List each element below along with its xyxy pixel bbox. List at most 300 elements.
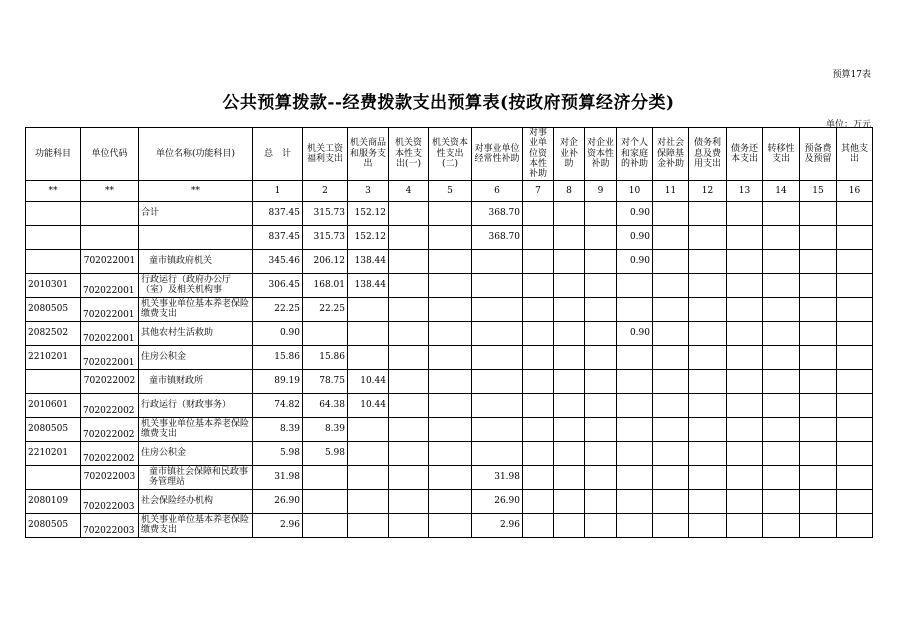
unit-code-cell: 702022002	[81, 417, 139, 441]
amount-cell	[617, 369, 653, 393]
amount-cell	[837, 393, 873, 417]
column-header: 对事业单位资本性补助	[523, 128, 554, 181]
amount-cell	[763, 417, 800, 441]
unit-name-cell	[139, 225, 253, 249]
amount-cell	[689, 225, 727, 249]
function-code-cell: 2210201	[26, 441, 81, 465]
table-row	[26, 249, 873, 273]
amount-cell	[554, 225, 585, 249]
column-index: 5	[429, 180, 472, 201]
column-header: 其他支出	[837, 128, 873, 181]
amount-cell	[472, 345, 523, 369]
column-index: 1	[253, 180, 303, 201]
amount-cell	[429, 273, 472, 297]
amount-cell	[800, 465, 837, 489]
table-body	[26, 201, 873, 537]
amount-cell	[653, 297, 689, 321]
column-header: 债务利息及费用支出	[689, 128, 727, 181]
column-index: 13	[727, 180, 763, 201]
amount-cell	[800, 321, 837, 345]
amount-cell	[837, 297, 873, 321]
table-row	[26, 201, 873, 225]
amount-cell	[689, 249, 727, 273]
amount-cell	[303, 489, 348, 513]
amount-cell: 5.98	[303, 441, 348, 465]
column-header: 机关资本性支出(二)	[429, 128, 472, 181]
column-index: 16	[837, 180, 873, 201]
amount-cell	[653, 345, 689, 369]
amount-cell	[348, 297, 389, 321]
unit-code-cell	[81, 201, 139, 225]
amount-cell	[800, 297, 837, 321]
amount-cell	[429, 249, 472, 273]
amount-cell	[800, 441, 837, 465]
unit-name-cell: 童市镇财政所	[139, 369, 253, 393]
unit-code-cell: 702022001	[81, 273, 139, 297]
column-header: 机关资本性支出(一)	[389, 128, 429, 181]
column-index: 14	[763, 180, 800, 201]
amount-cell	[585, 441, 617, 465]
amount-cell	[585, 249, 617, 273]
amount-cell	[727, 297, 763, 321]
amount-cell: 306.45	[253, 273, 303, 297]
amount-cell	[837, 345, 873, 369]
amount-cell	[617, 297, 653, 321]
amount-cell	[585, 369, 617, 393]
amount-cell	[837, 225, 873, 249]
amount-cell	[617, 513, 653, 537]
column-index: 9	[585, 180, 617, 201]
amount-cell	[763, 321, 800, 345]
amount-cell	[689, 345, 727, 369]
amount-cell	[653, 225, 689, 249]
unit-code-cell: 702022003	[81, 513, 139, 537]
amount-cell	[472, 441, 523, 465]
amount-cell: 78.75	[303, 369, 348, 393]
unit-name-cell: 机关事业单位基本养老保险缴费支出	[139, 297, 253, 321]
amount-cell	[585, 201, 617, 225]
table-row	[26, 513, 873, 537]
amount-cell: 74.82	[253, 393, 303, 417]
amount-cell	[617, 393, 653, 417]
amount-cell	[303, 321, 348, 345]
amount-cell	[348, 465, 389, 489]
column-index: **	[139, 180, 253, 201]
amount-cell	[429, 393, 472, 417]
amount-cell: 5.98	[253, 441, 303, 465]
amount-cell	[653, 393, 689, 417]
amount-cell	[389, 441, 429, 465]
amount-cell	[389, 321, 429, 345]
amount-cell: 837.45	[253, 201, 303, 225]
amount-cell	[617, 465, 653, 489]
unit-name-cell: 童市镇社会保障和民政事务管理站	[139, 465, 253, 489]
amount-cell	[389, 513, 429, 537]
amount-cell	[523, 417, 554, 441]
amount-cell: 10.44	[348, 393, 389, 417]
amount-cell	[389, 273, 429, 297]
amount-cell	[653, 321, 689, 345]
amount-cell	[554, 417, 585, 441]
amount-cell	[472, 417, 523, 441]
amount-cell: 2.96	[253, 513, 303, 537]
unit-code-cell: 702022003	[81, 489, 139, 513]
amount-cell: 31.98	[253, 465, 303, 489]
unit-name-cell: 住房公积金	[139, 441, 253, 465]
amount-cell	[727, 249, 763, 273]
amount-cell	[554, 369, 585, 393]
amount-cell	[303, 465, 348, 489]
unit-name-cell: 童市镇政府机关	[139, 249, 253, 273]
amount-cell	[837, 465, 873, 489]
amount-cell	[523, 513, 554, 537]
amount-cell	[554, 321, 585, 345]
amount-cell	[554, 297, 585, 321]
amount-cell	[763, 249, 800, 273]
amount-cell	[689, 489, 727, 513]
amount-cell	[348, 441, 389, 465]
column-index: 3	[348, 180, 389, 201]
amount-cell	[800, 225, 837, 249]
amount-cell	[800, 201, 837, 225]
column-index: 10	[617, 180, 653, 201]
amount-cell: 368.70	[472, 225, 523, 249]
unit-code-cell: 702022002	[81, 393, 139, 417]
amount-cell	[389, 369, 429, 393]
amount-cell	[429, 369, 472, 393]
function-code-cell: 2010601	[26, 393, 81, 417]
column-header: 单位代码	[81, 128, 139, 181]
amount-cell	[763, 273, 800, 297]
amount-cell	[389, 465, 429, 489]
column-header: 机关工资福利支出	[303, 128, 348, 181]
function-code-cell	[26, 249, 81, 273]
table-row	[26, 489, 873, 513]
amount-cell	[523, 369, 554, 393]
amount-cell: 315.73	[303, 225, 348, 249]
budget-table	[25, 127, 873, 538]
amount-cell	[472, 369, 523, 393]
function-code-cell: 2082502	[26, 321, 81, 345]
amount-cell	[429, 441, 472, 465]
amount-cell	[617, 273, 653, 297]
unit-code-cell: 702022001	[81, 297, 139, 321]
amount-cell	[523, 321, 554, 345]
amount-cell	[763, 297, 800, 321]
amount-cell: 15.86	[253, 345, 303, 369]
column-index: 15	[800, 180, 837, 201]
amount-cell	[689, 273, 727, 297]
amount-cell	[800, 273, 837, 297]
unit-name-cell: 其他农村生活救助	[139, 321, 253, 345]
amount-cell	[763, 513, 800, 537]
amount-cell	[429, 321, 472, 345]
amount-cell	[585, 489, 617, 513]
amount-cell	[837, 417, 873, 441]
amount-cell	[389, 225, 429, 249]
column-index-row	[26, 180, 873, 201]
amount-cell	[727, 393, 763, 417]
function-code-cell	[26, 225, 81, 249]
amount-cell	[429, 465, 472, 489]
table-row	[26, 369, 873, 393]
column-index: 12	[689, 180, 727, 201]
amount-cell	[389, 417, 429, 441]
amount-cell	[585, 225, 617, 249]
amount-cell	[472, 249, 523, 273]
column-header: 单位名称(功能科目)	[139, 128, 253, 181]
amount-cell: 368.70	[472, 201, 523, 225]
column-header: 对事业单位经常性补助	[472, 128, 523, 181]
column-index: 2	[303, 180, 348, 201]
amount-cell	[763, 225, 800, 249]
amount-cell	[653, 489, 689, 513]
column-header: 功能科目	[26, 128, 81, 181]
amount-cell	[472, 321, 523, 345]
function-code-cell: 2210201	[26, 345, 81, 369]
amount-cell	[689, 297, 727, 321]
amount-cell: 89.19	[253, 369, 303, 393]
amount-cell	[429, 417, 472, 441]
table-row	[26, 225, 873, 249]
column-index: 8	[554, 180, 585, 201]
amount-cell	[472, 297, 523, 321]
amount-cell	[523, 489, 554, 513]
amount-cell	[727, 465, 763, 489]
amount-cell: 0.90	[617, 249, 653, 273]
column-header: 预备费及预留	[800, 128, 837, 181]
table-row	[26, 441, 873, 465]
table-row	[26, 465, 873, 489]
function-code-cell	[26, 201, 81, 225]
amount-cell	[800, 249, 837, 273]
function-code-cell: 2080109	[26, 489, 81, 513]
amount-cell	[727, 201, 763, 225]
amount-cell	[727, 369, 763, 393]
amount-cell	[303, 513, 348, 537]
amount-cell	[837, 489, 873, 513]
amount-cell	[523, 465, 554, 489]
amount-cell	[429, 513, 472, 537]
amount-cell	[523, 297, 554, 321]
table-row	[26, 393, 873, 417]
amount-cell	[523, 393, 554, 417]
amount-cell	[585, 393, 617, 417]
unit-code-cell: 702022001	[81, 249, 139, 273]
column-header: 机关商品和服务支出	[348, 128, 389, 181]
amount-cell	[585, 513, 617, 537]
amount-cell	[554, 513, 585, 537]
amount-cell	[800, 369, 837, 393]
function-code-cell	[26, 369, 81, 393]
amount-cell	[554, 441, 585, 465]
unit-code-cell: 702022001	[81, 321, 139, 345]
amount-cell	[523, 249, 554, 273]
amount-cell	[617, 417, 653, 441]
amount-cell	[763, 201, 800, 225]
amount-cell	[348, 345, 389, 369]
amount-cell: 345.46	[253, 249, 303, 273]
form-number: 预算17表	[832, 70, 871, 80]
amount-cell	[585, 273, 617, 297]
amount-cell	[800, 345, 837, 369]
table-row	[26, 345, 873, 369]
amount-cell: 206.12	[303, 249, 348, 273]
column-index: 4	[389, 180, 429, 201]
amount-cell	[429, 489, 472, 513]
amount-cell	[653, 417, 689, 441]
amount-cell	[585, 345, 617, 369]
function-code-cell: 2010301	[26, 273, 81, 297]
function-code-cell: 2080505	[26, 417, 81, 441]
amount-cell	[689, 321, 727, 345]
unit-code-cell: 702022002	[81, 369, 139, 393]
amount-cell	[689, 201, 727, 225]
amount-cell: 837.45	[253, 225, 303, 249]
amount-cell	[689, 417, 727, 441]
amount-cell	[800, 489, 837, 513]
amount-cell	[653, 249, 689, 273]
amount-cell	[727, 345, 763, 369]
amount-cell	[523, 273, 554, 297]
amount-cell	[653, 513, 689, 537]
table-row	[26, 417, 873, 441]
column-index: 11	[653, 180, 689, 201]
amount-cell: 0.90	[617, 321, 653, 345]
amount-cell: 31.98	[472, 465, 523, 489]
unit-name-cell: 机关事业单位基本养老保险缴费支出	[139, 513, 253, 537]
amount-cell	[389, 345, 429, 369]
amount-cell	[689, 465, 727, 489]
amount-cell: 152.12	[348, 201, 389, 225]
column-header: 债务还本支出	[727, 128, 763, 181]
amount-cell	[727, 417, 763, 441]
amount-cell	[689, 513, 727, 537]
amount-cell	[429, 225, 472, 249]
amount-cell	[727, 489, 763, 513]
amount-cell	[523, 225, 554, 249]
amount-cell	[554, 249, 585, 273]
amount-cell	[727, 513, 763, 537]
unit-code-cell: 702022003	[81, 465, 139, 489]
amount-cell: 0.90	[253, 321, 303, 345]
amount-cell	[429, 201, 472, 225]
amount-cell	[348, 513, 389, 537]
amount-cell	[389, 393, 429, 417]
amount-cell	[554, 465, 585, 489]
table-row	[26, 321, 873, 345]
amount-cell	[763, 345, 800, 369]
unit-name-cell: 合计	[139, 201, 253, 225]
unit-code-cell	[81, 225, 139, 249]
amount-cell	[389, 297, 429, 321]
amount-cell	[837, 441, 873, 465]
amount-cell	[763, 441, 800, 465]
amount-cell	[800, 417, 837, 441]
amount-cell: 138.44	[348, 249, 389, 273]
amount-cell: 22.25	[253, 297, 303, 321]
amount-cell	[389, 489, 429, 513]
amount-cell	[763, 369, 800, 393]
amount-cell	[653, 465, 689, 489]
amount-cell	[653, 273, 689, 297]
table-row	[26, 297, 873, 321]
amount-cell: 152.12	[348, 225, 389, 249]
amount-cell	[727, 441, 763, 465]
column-header: 对个人和家庭的补助	[617, 128, 653, 181]
amount-cell	[472, 393, 523, 417]
amount-cell	[429, 345, 472, 369]
amount-cell	[617, 441, 653, 465]
amount-cell	[763, 489, 800, 513]
amount-cell	[837, 369, 873, 393]
unit-name-cell: 住房公积金	[139, 345, 253, 369]
column-index: **	[81, 180, 139, 201]
amount-cell: 138.44	[348, 273, 389, 297]
amount-cell	[727, 225, 763, 249]
column-header: 对企业资本性补助	[585, 128, 617, 181]
amount-cell: 2.96	[472, 513, 523, 537]
column-index: **	[26, 180, 81, 201]
amount-cell	[689, 369, 727, 393]
amount-cell	[554, 345, 585, 369]
amount-cell: 0.90	[617, 201, 653, 225]
amount-cell	[585, 465, 617, 489]
amount-cell: 22.25	[303, 297, 348, 321]
amount-cell	[617, 345, 653, 369]
page-title: 公共预算拨款--经费拨款支出预算表(按政府预算经济分类)	[222, 93, 675, 113]
amount-cell	[763, 393, 800, 417]
amount-cell: 26.90	[253, 489, 303, 513]
amount-cell	[800, 513, 837, 537]
amount-cell: 0.90	[617, 225, 653, 249]
column-index: 6	[472, 180, 523, 201]
amount-cell	[523, 441, 554, 465]
amount-cell: 8.39	[253, 417, 303, 441]
amount-cell	[554, 393, 585, 417]
amount-cell: 315.73	[303, 201, 348, 225]
amount-cell	[389, 201, 429, 225]
amount-cell: 26.90	[472, 489, 523, 513]
amount-cell	[617, 489, 653, 513]
amount-cell	[837, 201, 873, 225]
amount-cell: 10.44	[348, 369, 389, 393]
amount-cell	[348, 417, 389, 441]
amount-cell: 64.38	[303, 393, 348, 417]
amount-cell	[689, 393, 727, 417]
table-row	[26, 273, 873, 297]
amount-cell	[763, 465, 800, 489]
amount-cell	[523, 345, 554, 369]
unit-name-cell: 社会保险经办机构	[139, 489, 253, 513]
column-index: 7	[523, 180, 554, 201]
unit-name-cell: 行政运行（政府办公厅（室）及相关机构事	[139, 273, 253, 297]
amount-cell	[727, 273, 763, 297]
unit-code-cell: 702022001	[81, 345, 139, 369]
amount-cell	[653, 441, 689, 465]
column-header: 对企业补助	[554, 128, 585, 181]
unit-code-cell: 702022002	[81, 441, 139, 465]
amount-cell	[837, 321, 873, 345]
function-code-cell: 2080505	[26, 513, 81, 537]
header-row	[26, 128, 873, 181]
amount-cell	[389, 249, 429, 273]
unit-label: 单位：万元	[825, 120, 871, 130]
amount-cell	[554, 201, 585, 225]
amount-cell	[348, 321, 389, 345]
amount-cell	[472, 273, 523, 297]
amount-cell	[585, 297, 617, 321]
